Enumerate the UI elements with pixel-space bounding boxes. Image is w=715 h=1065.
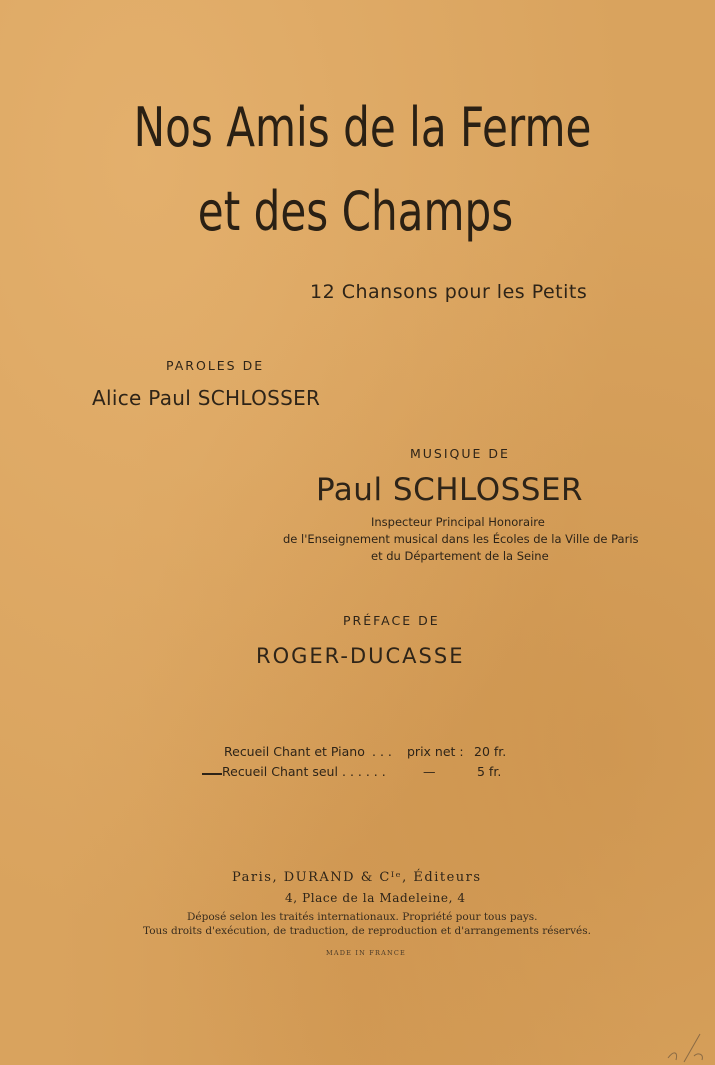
composer-credential-2: de l'Enseignement musical dans les Écoles de la Ville de Paris [283,532,639,546]
title-line-2: et des Champs [197,180,514,243]
made-in-france: MADE IN FRANCE [326,949,406,957]
preface-author: ROGER-DUCASSE [256,644,465,668]
title-line-1: Nos Amis de la Ferme [133,96,592,159]
pencil-dash-mark [202,773,222,775]
price-row-1-label: Recueil Chant et Piano [224,744,365,759]
legal-line-1: Déposé selon les traités internationaux. Propriété pour tous pays. [187,911,538,923]
publisher-address: 4, Place de la Madeleine, 4 [285,891,466,905]
subtitle: 12 Chansons pour les Petits [310,281,588,303]
lyrics-author: Alice Paul SCHLOSSER [92,386,321,410]
price-row-2-value: 5 fr. [477,764,502,779]
pencil-signature-mark [664,1022,714,1064]
legal-line-2: Tous droits d'exécution, de traduction, de reproduction et d'arrangements réservés. [143,925,591,937]
price-row-1-dots: . . . [372,744,392,759]
music-label: MUSIQUE DE [410,446,510,461]
preface-label: PRÉFACE DE [343,613,440,628]
composer-credential-1: Inspecteur Principal Honoraire [371,515,545,529]
price-row-2-dots: . . . . . . [342,764,386,779]
price-row-2-label: Recueil Chant seul [222,764,338,779]
price-row-1-prefix: prix net : [407,744,464,759]
lyrics-label: PAROLES DE [166,358,265,373]
composer-credential-3: et du Département de la Seine [371,549,549,563]
composer-name: Paul SCHLOSSER [316,472,584,508]
price-row-2-prefix: — [423,764,436,779]
price-row-1-value: 20 fr. [474,744,507,759]
publisher-line-1: Paris, DURAND & Cᴵᵉ, Éditeurs [232,870,482,885]
